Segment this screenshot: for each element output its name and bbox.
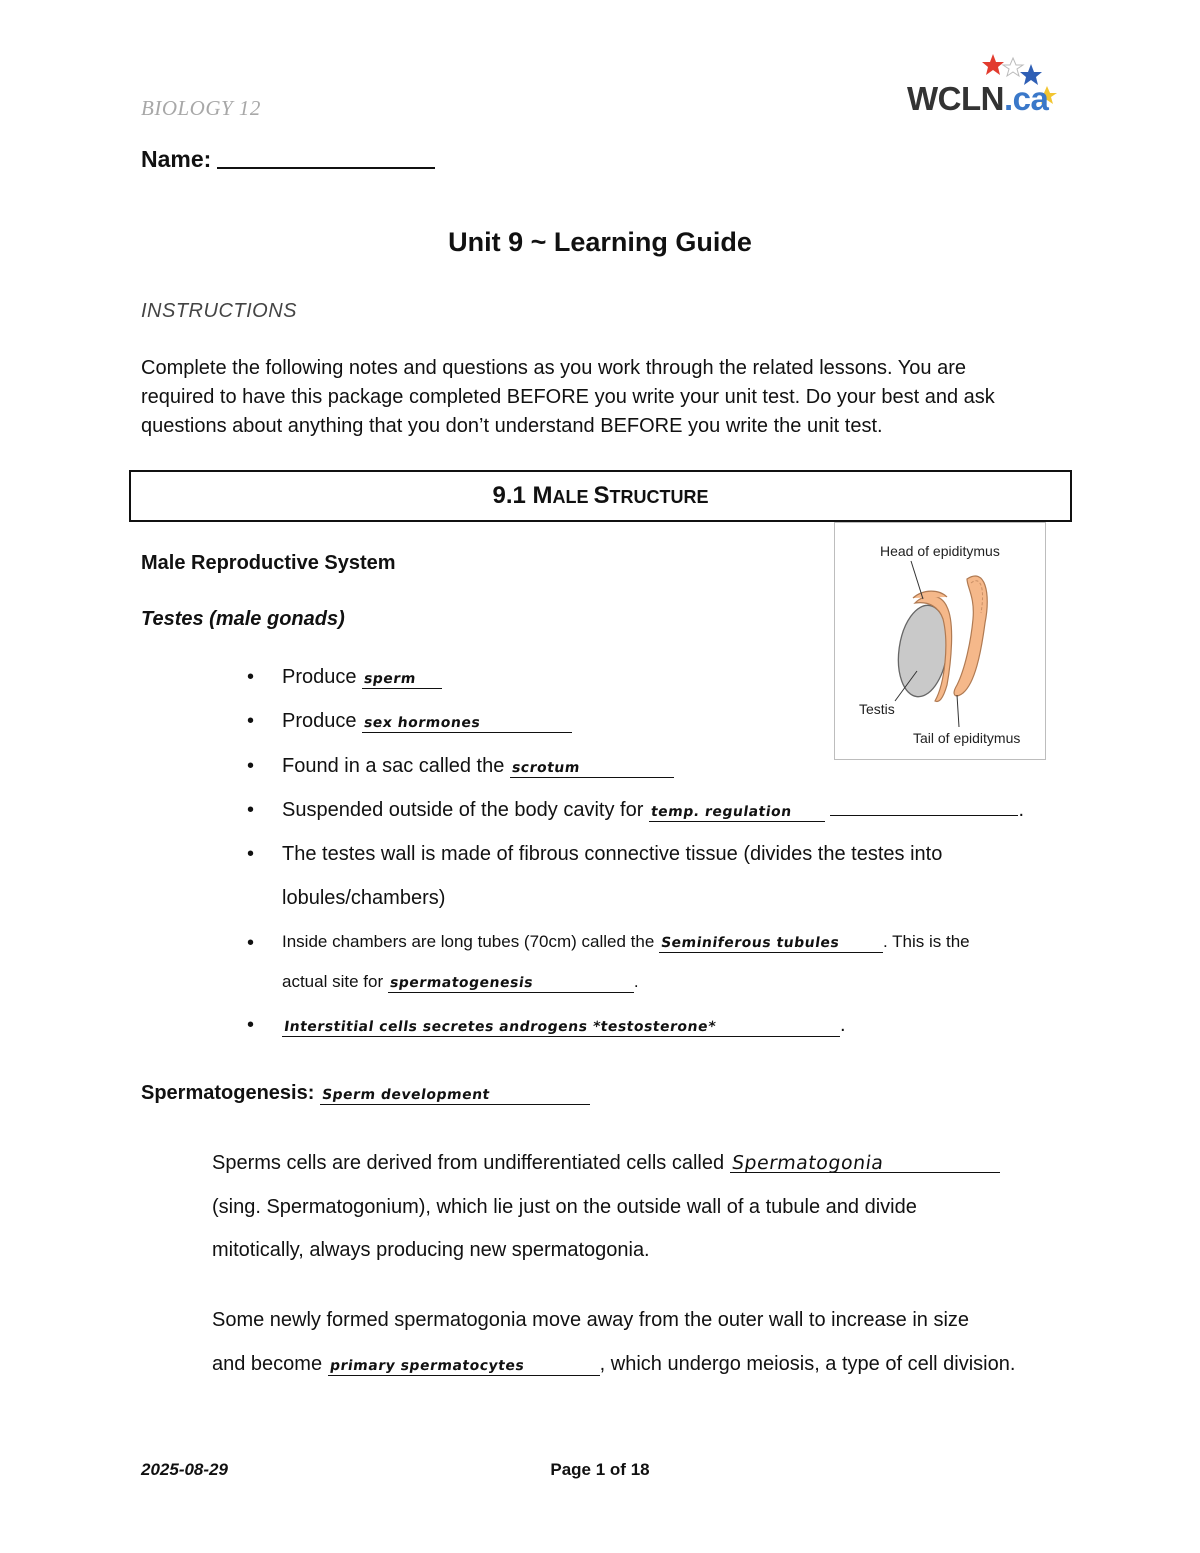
answer-blank[interactable]: temp. regulation — [649, 803, 825, 822]
spermatogenesis-label: Spermatogenesis: — [141, 1082, 315, 1104]
answer-blank[interactable]: sex hormones — [362, 714, 572, 733]
head-of-epididymus-label: Head of epiditymus — [880, 543, 1000, 559]
paragraph-line: and become primary spermatocytes , which undergo meiosis, a type of cell division. — [212, 1353, 1016, 1375]
answer-blank-2[interactable] — [830, 815, 1018, 816]
answer-blank[interactable]: spermatogenesis — [388, 974, 634, 993]
paragraph-line: mitotically, always producing new spermatogonia. — [212, 1239, 650, 1261]
answer-blank[interactable]: Interstitial cells secretes androgens *testosterone* — [282, 1018, 840, 1037]
wcln-logo — [905, 52, 1065, 122]
tail-of-epididymus-label: Tail of epiditymus — [913, 730, 1021, 746]
testis-label: Testis — [859, 701, 895, 717]
instructions-heading: INSTRUCTIONS — [141, 300, 297, 322]
answer-blank[interactable]: primary spermatocytes — [328, 1357, 600, 1376]
answer-blank[interactable]: Seminiferous tubules — [659, 934, 883, 953]
instructions-text: Complete the following notes and questions as you work through the related lessons. You are required to have this package completed BEFORE you write your unit test. Do your best and ask questions about anything that you don’t understand BEFORE you write the unit test. — [141, 357, 995, 437]
male-system-heading: Male Reproductive System — [141, 552, 396, 574]
testis-diagram — [834, 522, 1046, 760]
page-number: Page 1 of 18 — [550, 1460, 650, 1479]
logo-text: WCLN.ca — [907, 80, 1049, 117]
answer-blank[interactable]: Sperm development — [320, 1086, 590, 1105]
testes-heading: Testes (male gonads) — [141, 608, 345, 630]
footer-date: 2025-08-29 — [141, 1460, 228, 1479]
name-label: Name: — [141, 146, 212, 172]
paragraph-line: Sperms cells are derived from undifferentiated cells called Spermatogonia — [212, 1152, 1000, 1175]
section-heading: 9.1 MALE STRUCTURE — [129, 470, 1072, 522]
paragraph-line: (sing. Spermatogonium), which lie just on the outside wall of a tubule and divide — [212, 1196, 917, 1218]
answer-blank[interactable]: sperm — [362, 670, 442, 689]
paragraph-line: Some newly formed spermatogonia move away from the outer wall to increase in size — [212, 1309, 970, 1331]
course-label: BIOLOGY 12 — [141, 96, 261, 120]
answer-blank[interactable]: scrotum — [510, 759, 674, 778]
spermatogenesis-row — [141, 1082, 590, 1105]
name-field — [141, 145, 435, 173]
answer-blank[interactable]: Spermatogonia — [730, 1154, 1000, 1173]
name-blank[interactable] — [217, 145, 435, 169]
page-title: Unit 9 ~ Learning Guide — [448, 227, 752, 257]
